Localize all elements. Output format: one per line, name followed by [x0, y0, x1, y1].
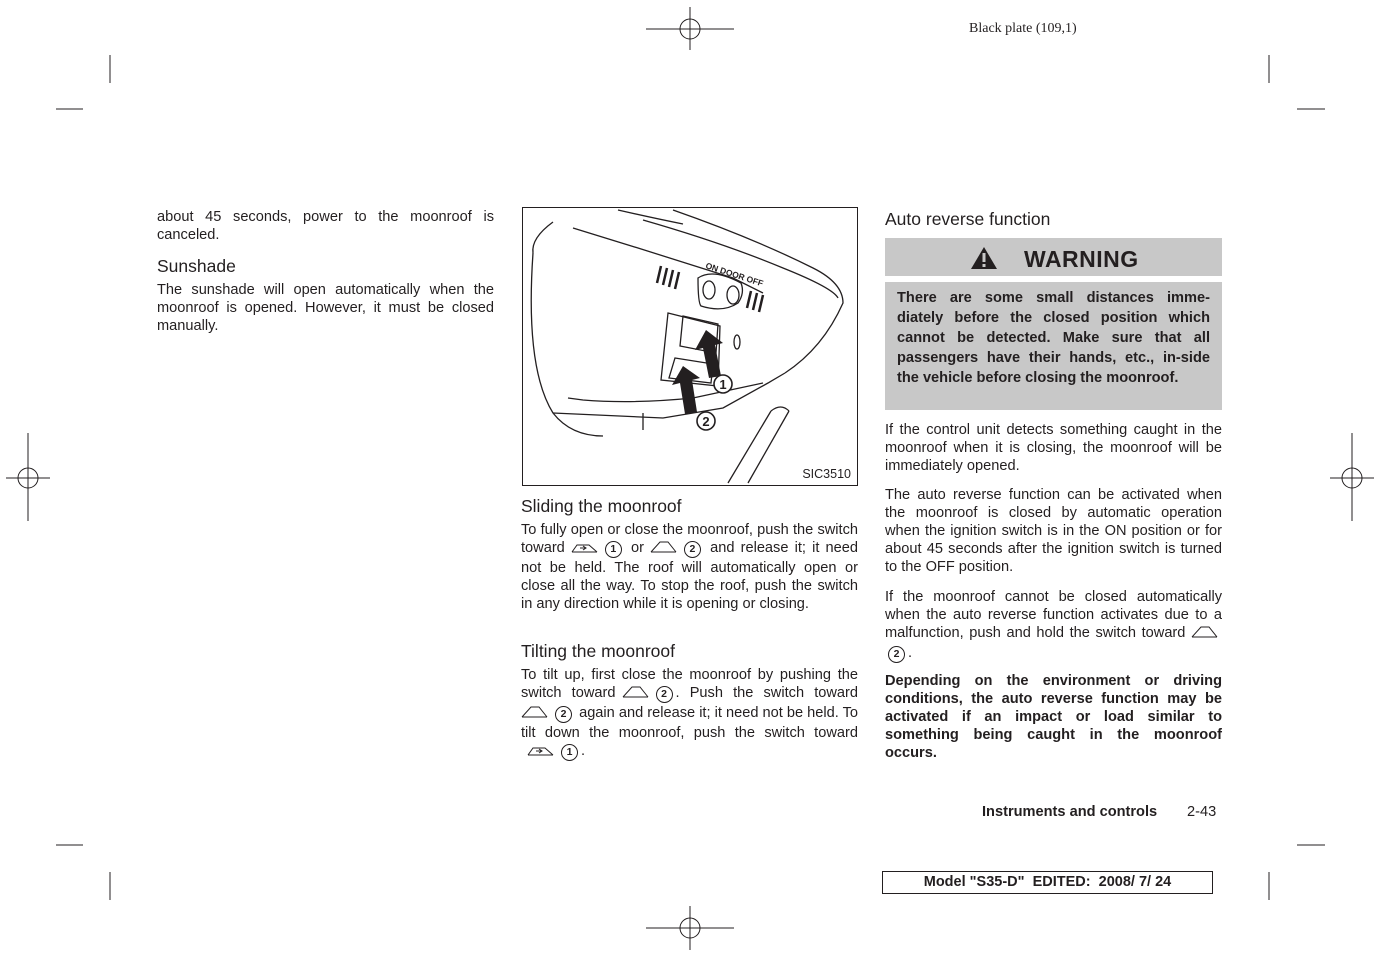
slide-close-icon — [650, 540, 678, 559]
tilting-text-3: again and release it; it need not be held. To tilt down the moonroof, push the switch toward — [521, 705, 859, 741]
sliding-text-2: and release it; it need not be held. The roof will automatically open or close all the way. To stop the roof, push the switch in any direction while it is opening or closing. — [521, 540, 859, 612]
tilting-text-2: . Push the switch toward — [675, 685, 858, 701]
model-value: "S35-D" — [969, 874, 1025, 890]
warning-label: WARNING — [1024, 246, 1139, 272]
circle-number: 2 — [555, 706, 572, 723]
warning-bar — [885, 238, 1222, 276]
circle-number: 2 — [684, 541, 701, 558]
auto-reverse-paragraph-1: If the control unit detects something caught in the moonroof when it is closing, the moonroof will be immediately opened. — [885, 422, 1222, 474]
circle-number: 2 — [888, 646, 905, 663]
paragraph-3-end: . — [908, 645, 913, 661]
auto-reverse-paragraph-3 — [885, 588, 1222, 663]
slide-open-icon — [571, 540, 599, 559]
switch-label-text: ON DOOR OFF — [704, 260, 765, 289]
model-edited-box — [882, 871, 1213, 894]
warning-text: There are some small distances imme-diately before the closed position which cannot be detected. Make sure that all passengers have their hands, etc., in-side the vehicle before closing the moonroof. — [897, 290, 1210, 386]
tilt-close-icon — [622, 685, 650, 704]
sliding-paragraph — [521, 521, 858, 613]
tilting-text-1: To tilt up, first close the moonroof by pushing the switch toward — [521, 667, 858, 701]
sliding-heading: Sliding the moonroof — [521, 496, 682, 516]
callout-2: 2 — [702, 414, 710, 429]
page-number: 2-43 — [1187, 804, 1217, 820]
circle-number: 1 — [605, 541, 622, 558]
slide-open-icon — [527, 743, 555, 762]
sliding-or: or — [630, 540, 644, 556]
warning-icon — [970, 246, 998, 270]
auto-reverse-paragraph-2: The auto reverse function can be activated when the moonroof is closed by automatic operation when the ignition switch is in the ON position or for about 45 seconds after the ignition switch is turned to the OFF position. — [885, 487, 1222, 575]
callout-1: 1 — [719, 377, 727, 392]
warning-box — [885, 282, 1222, 410]
edited-label: EDITED: — [1032, 874, 1091, 890]
overhead-console-illustration — [523, 208, 857, 485]
circle-number: 2 — [656, 686, 673, 703]
paragraph-3-text: If the moonroof cannot be closed automatically when the auto reverse function activates due to a malfunction, push and hold the switch toward — [885, 589, 1222, 641]
auto-reverse-note: Depending on the environment or driving conditions, the auto reverse function may be activated if an impact or load similar to something being caught in the moonroof occurs. — [885, 673, 1222, 761]
auto-reverse-heading: Auto reverse function — [885, 209, 1051, 229]
moonroof-switch-figure — [522, 207, 858, 486]
section-name: Instruments and controls — [982, 804, 1158, 820]
sunshade-paragraph: The sunshade will open automatically when the moonroof is opened. However, it must be closed manually. — [157, 282, 494, 334]
sliding-text-1: To fully open or close the moonroof, push the switch toward — [521, 522, 858, 556]
tilting-paragraph — [521, 666, 858, 762]
model-label: Model — [923, 874, 966, 890]
tilting-text-4: . — [581, 743, 586, 759]
slide-close-icon — [1191, 625, 1219, 644]
figure-code: SIC3510 — [802, 467, 851, 481]
section-title — [982, 804, 1157, 820]
tilting-heading: Tilting the moonroof — [521, 641, 676, 661]
plate-label: Black plate (109,1) — [969, 21, 1077, 36]
circle-number: 1 — [561, 744, 578, 761]
tilt-close-icon — [521, 705, 549, 724]
intro-paragraph: about 45 seconds, power to the moonroof is canceled. — [157, 209, 494, 243]
edited-value: 2008/ 7/ 24 — [1098, 874, 1172, 890]
sunshade-heading: Sunshade — [157, 256, 236, 276]
